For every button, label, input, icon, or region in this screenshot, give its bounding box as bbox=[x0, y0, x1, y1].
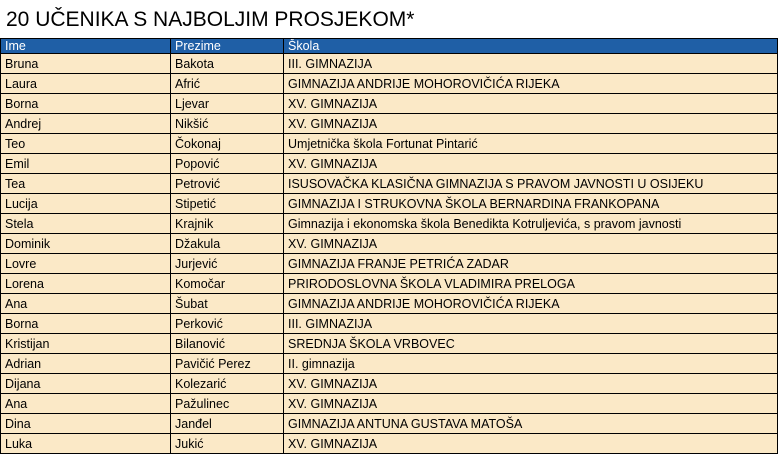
cell-skola: III. GIMNAZIJA bbox=[284, 54, 778, 74]
cell-ime: Andrej bbox=[1, 114, 171, 134]
cell-skola: XV. GIMNAZIJA bbox=[284, 374, 778, 394]
cell-prezime: Čokonaj bbox=[171, 134, 284, 154]
page-title: 20 UČENIKA S NAJBOLJIM PROSJEKOM* bbox=[6, 8, 415, 31]
cell-skola: GIMNAZIJA I STRUKOVNA ŠKOLA BERNARDINA FRANKOPANA bbox=[284, 194, 778, 214]
cell-ime: Tea bbox=[1, 174, 171, 194]
cell-skola: XV. GIMNAZIJA bbox=[284, 434, 778, 454]
cell-ime: Luka bbox=[1, 434, 171, 454]
cell-skola: Gimnazija i ekonomska škola Benedikta Kotruljevića, s pravom javnosti bbox=[284, 214, 778, 234]
table-row bbox=[1, 234, 778, 254]
cell-skola: XV. GIMNAZIJA bbox=[284, 154, 778, 174]
cell-ime: Borna bbox=[1, 94, 171, 114]
table-row bbox=[1, 74, 778, 94]
table-row bbox=[1, 374, 778, 394]
cell-ime: Lovre bbox=[1, 254, 171, 274]
cell-skola: ISUSOVAČKA KLASIČNA GIMNAZIJA S PRAVOM JAVNOSTI U OSIJEKU bbox=[284, 174, 778, 194]
cell-ime: Stela bbox=[1, 214, 171, 234]
cell-skola: II. gimnazija bbox=[284, 354, 778, 374]
cell-skola: PRIRODOSLOVNA ŠKOLA VLADIMIRA PRELOGA bbox=[284, 274, 778, 294]
column-header-ime: Ime bbox=[1, 39, 171, 54]
column-header-prezime: Prezime bbox=[171, 39, 284, 54]
cell-skola: XV. GIMNAZIJA bbox=[284, 114, 778, 134]
cell-prezime: Perković bbox=[171, 314, 284, 334]
cell-prezime: Afrić bbox=[171, 74, 284, 94]
cell-prezime: Bilanović bbox=[171, 334, 284, 354]
cell-ime: Bruna bbox=[1, 54, 171, 74]
cell-ime: Dina bbox=[1, 414, 171, 434]
table-row bbox=[1, 394, 778, 414]
cell-prezime: Komočar bbox=[171, 274, 284, 294]
cell-skola: XV. GIMNAZIJA bbox=[284, 94, 778, 114]
cell-prezime: Stipetić bbox=[171, 194, 284, 214]
cell-ime: Lucija bbox=[1, 194, 171, 214]
table-row bbox=[1, 114, 778, 134]
table-row bbox=[1, 54, 778, 74]
column-header-skola: Škola bbox=[284, 39, 778, 54]
cell-ime: Ana bbox=[1, 394, 171, 414]
cell-prezime: Jukić bbox=[171, 434, 284, 454]
cell-ime: Kristijan bbox=[1, 334, 171, 354]
cell-prezime: Petrović bbox=[171, 174, 284, 194]
table-row bbox=[1, 174, 778, 194]
table-row bbox=[1, 274, 778, 294]
cell-skola: GIMNAZIJA ANTUNA GUSTAVA MATOŠA bbox=[284, 414, 778, 434]
table-row bbox=[1, 334, 778, 354]
cell-ime: Emil bbox=[1, 154, 171, 174]
cell-ime: Dijana bbox=[1, 374, 171, 394]
table-row bbox=[1, 354, 778, 374]
table-row bbox=[1, 254, 778, 274]
cell-prezime: Šubat bbox=[171, 294, 284, 314]
cell-skola: GIMNAZIJA ANDRIJE MOHOROVIČIĆA RIJEKA bbox=[284, 74, 778, 94]
table-row bbox=[1, 134, 778, 154]
cell-ime: Borna bbox=[1, 314, 171, 334]
cell-prezime: Pavičić Perez bbox=[171, 354, 284, 374]
cell-skola: SREDNJA ŠKOLA VRBOVEC bbox=[284, 334, 778, 354]
table-row bbox=[1, 94, 778, 114]
cell-ime: Adrian bbox=[1, 354, 171, 374]
table-header-row bbox=[1, 39, 778, 54]
table-row bbox=[1, 194, 778, 214]
cell-prezime: Janđel bbox=[171, 414, 284, 434]
table-row bbox=[1, 314, 778, 334]
table-row bbox=[1, 154, 778, 174]
cell-skola: Umjetnička škola Fortunat Pintarić bbox=[284, 134, 778, 154]
cell-prezime: Nikšić bbox=[171, 114, 284, 134]
cell-ime: Teo bbox=[1, 134, 171, 154]
cell-skola: GIMNAZIJA FRANJE PETRIĆA ZADAR bbox=[284, 254, 778, 274]
cell-ime: Ana bbox=[1, 294, 171, 314]
cell-prezime: Džakula bbox=[171, 234, 284, 254]
cell-prezime: Kolezarić bbox=[171, 374, 284, 394]
cell-ime: Laura bbox=[1, 74, 171, 94]
cell-prezime: Krajnik bbox=[171, 214, 284, 234]
cell-prezime: Bakota bbox=[171, 54, 284, 74]
cell-skola: III. GIMNAZIJA bbox=[284, 314, 778, 334]
cell-ime: Dominik bbox=[1, 234, 171, 254]
table-row bbox=[1, 414, 778, 434]
cell-prezime: Popović bbox=[171, 154, 284, 174]
table-row bbox=[1, 294, 778, 314]
cell-prezime: Jurjević bbox=[171, 254, 284, 274]
table-row bbox=[1, 214, 778, 234]
cell-ime: Lorena bbox=[1, 274, 171, 294]
cell-skola: GIMNAZIJA ANDRIJE MOHOROVIČIĆA RIJEKA bbox=[284, 294, 778, 314]
cell-prezime: Pažulinec bbox=[171, 394, 284, 414]
cell-prezime: Ljevar bbox=[171, 94, 284, 114]
table-row bbox=[1, 434, 778, 454]
cell-skola: XV. GIMNAZIJA bbox=[284, 234, 778, 254]
students-table bbox=[0, 38, 778, 454]
cell-skola: XV. GIMNAZIJA bbox=[284, 394, 778, 414]
